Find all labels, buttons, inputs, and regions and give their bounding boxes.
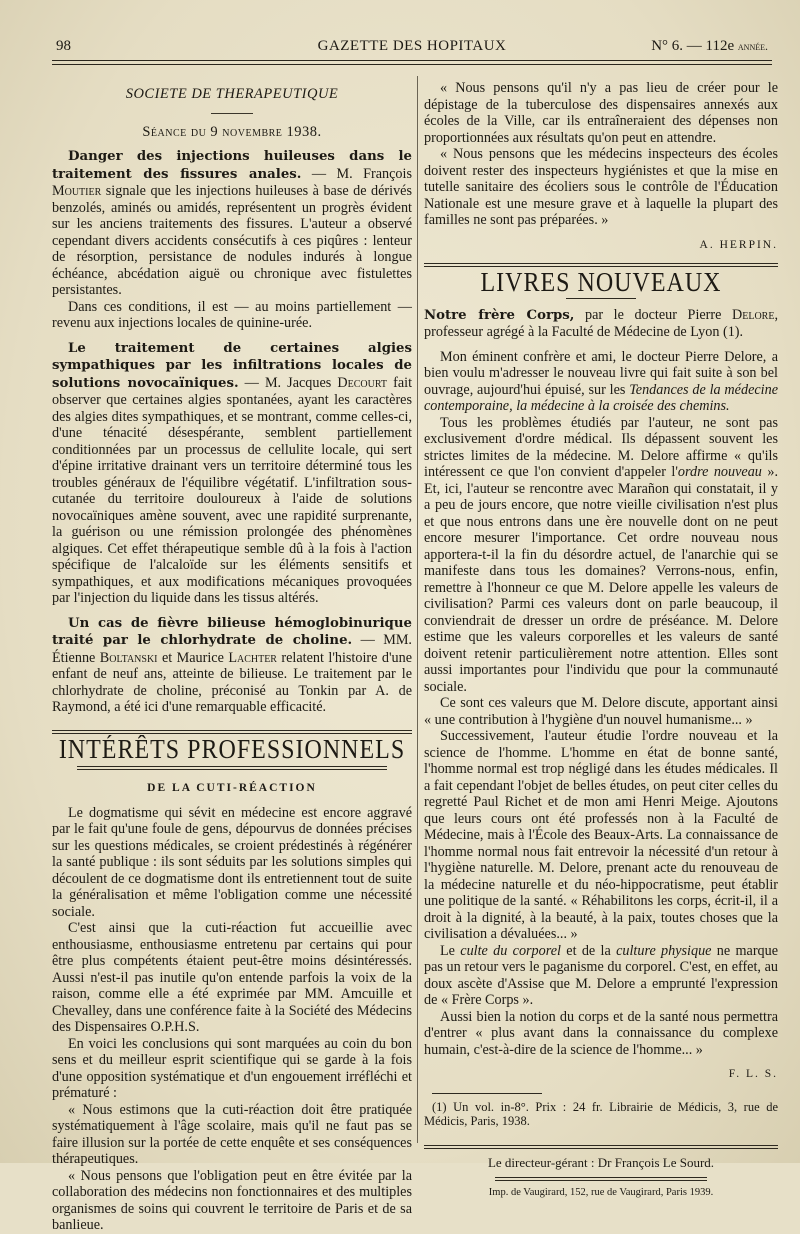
review-paragraph-3: Ce sont ces valeurs que M. Delore discute, apportant ainsi « une contribution à l'hygiène d'un nouvel humanisme... » [424, 695, 778, 728]
article-fissures-text: — M. François [301, 165, 412, 182]
cuti-paragraph-5: « Nous pensons que l'obligation peut en être évitée par la collaboration des médecins non fonctionnaires et des multiples organismes de soins qui couvrent le territoire de Paris et de sa banlieue. [52, 1167, 412, 1233]
page-header [52, 36, 772, 58]
article-fievre [52, 615, 412, 716]
cuti-paragraph-1: Le dogmatisme qui sévit en médecine est encore aggravé par le fait qu'une foule de gens, dépourvus de données précises sur les questions médicales, se croient prédestinés à régénérer la santé publique : ils sont séduits par les solutions simples qui découlent de ce dogmatisme dont ils entretiennent tout de suite la généralisation et même l'obligation comme une nécessité sociale. [52, 804, 412, 920]
article-fievre-text: — MM. Étienne [52, 632, 412, 666]
cuti-paragraph-2: C'est ainsi que la cuti-réaction fut accueillie avec enthousiasme, enthousiasme entretenu par certains qui pour être plus compétents étaient peut-être moins désintéressés. Aussi n'est-il pas inutile qu'on entende parfois la voix de la raison, comme elle a été exprimée par MM. Amcuille et Chevalley, dans une conférence faite à la Société des Médecins des Dispensaires O.P.H.S. [52, 920, 412, 1035]
review-signature: F. L. S. [728, 1068, 778, 1080]
livres-heading: LIVRES NOUVEAUX [480, 268, 722, 298]
header-rule-top [52, 60, 772, 61]
article-algies [52, 340, 412, 607]
issue-number: N° 6. [651, 38, 684, 54]
author-delore: Delore [731, 306, 775, 323]
book-title: Notre frère Corps, [424, 307, 575, 323]
seance-heading: Séance du 9 novembre 1938. [142, 123, 322, 140]
issue-year-suffix: année. [737, 39, 768, 53]
review-p5-text-3: ne marque pas un retour vers le paganisme du corporel. C'est, en effet, au doux ascète d'Assise que M. Delore a emprunté l'expression de « Frère Corps ». [424, 942, 779, 1008]
review-p5-text-2: et de la [560, 942, 617, 959]
cuti-continued-2: « Nous pensons que les médecins inspecteurs des écoles doivent rester des inspecteurs hygiénistes et que la mise en tutelle sanitaire des écoliers sous le contrôle de l'Éducation Nationale est une mesure grave et à laquelle la plupart des familles ne sont pas préparées. » [424, 146, 778, 228]
issue-year: — 112e [686, 38, 735, 54]
imprimeur-line: Imp. de Vaugirard, 152, rue de Vaugirard, Paris 1939. [488, 1187, 714, 1198]
cuti-paragraph-4: « Nous estimons que la cuti-réaction doit être pratiquée systématiquement à l'âge scolaire, mais qu'il ne faut pas se faire illusion sur la portée de cette enquête et ses conséquences thérapeutiques. [52, 1101, 412, 1167]
review-paragraph-1 [424, 349, 778, 415]
cuti-signature: A. HERPIN. [699, 238, 778, 251]
left-column [52, 80, 413, 1233]
review-p5-italic-1: culte du corporel [460, 942, 561, 959]
author-decourt: Decourt [337, 374, 388, 391]
review-paragraph-4: Successivement, l'auteur étudie l'ordre nouveau et la science de l'homme. L'homme en état de bonne santé, l'homme normal est trop négligé dans les études médicales. Il a fait cependant l'objet de belles études, on peut citer celles du regretté Paul Richet et de mon ami Henri Meige. Ajoutons que leurs cours ont été professés non à la Faculté de Médecine, mais à l'École des Beaux-Arts. La connaissance de l'homme normal nous fait entrevoir la nécessité d'un retour à l'hygiène naturelle. M. Delore, prenant acte du renouveau de la médecine naturelle et du néo-hippocratisme, peut établir une politique de la santé. « Réhabilitons les corps, écrit-il, il a droit à la dignité, à la beauté, à la paix, toutes choses que la civilisation a dévaluées... » [424, 728, 778, 942]
review-paragraph-6: Aussi bien la notion du corps et de la santé nous permettra d'entrer « plus avant dans la connaissance du complexe humain, c'est-à-dire de la science de l'homme... » [424, 1008, 778, 1058]
review-p5-text: Le [440, 942, 461, 959]
review-paragraph-2 [424, 415, 778, 696]
page-number: 98 [56, 38, 71, 54]
society-title: SOCIETE DE THERAPEUTIQUE [125, 86, 339, 102]
interets-heading: INTÉRÊTS PROFESSIONNELS [58, 734, 406, 765]
article-fievre-title: Un cas de fièvre bilieuse hémoglobinurique traité par le chlorhydrate de choline. [52, 615, 412, 648]
book-intro-end: , professeur agrégé à la Faculté de Médecine de Lyon (1). [424, 306, 778, 340]
article-algies-body: fait observer que certaines algies spontanées, ayant les caractères des algies dites sympathiques, et se montrant, comme celles-ci, d'une ténacité désespérante, semblent partiellement conditionnées par un processus de cellulite locale, qui sert d'épine irritative drainant vers un territoire déterminé tous les troubles généraux de l'équilibre végétatif. L'infiltration sous-cutanée du territoire douloureux à l'aide de solutions novocaïniques amène souvent, avec une rapidité surprenante, la guérison ou une rémission prolongée des phénomènes algiques. Cet effet thérapeutique semble dû à la fois à l'action spécifique de l'alcaloïde sur les éléments sensitifs et sympathiques, et aux modifications mécaniques provoquées par l'injection du liquide dans les tissus altérés. [52, 374, 413, 606]
review-p2-text-2: ». Et, ici, l'auteur se rencontre avec Marañon qui constatait, il y a peu de jours encore, que notre vieille civilisation n'est plus et que nous entrons dans une ère nouvelle dont on ne peut encore mesurer l'importance. Cet ordre nouveau nous apportera-t-il la fin du désordre actuel, de l'anarchie qui se manifeste dans tous les domaines? Verrons-nous, enfin, remettre à l'honneur ce que M. Delore appelle les valeurs de civilisation? Parmi ces valeurs dont on parle beaucoup, il conviendrait de dresser un ordre de préséance. M. Delore estime que les valeurs corporelles et les valeurs de santé doivent retenir particulièrement notre attention. Elles sont aussi importantes pour l'individu que pour la communauté sociale. [424, 464, 778, 695]
header-rule-bottom [52, 64, 772, 65]
journal-title: GAZETTE DES HOPITAUX [317, 38, 507, 54]
author-boltanski: Boltanski [99, 649, 158, 666]
book-intro-text: par le docteur Pierre [574, 306, 732, 323]
article-fievre-body: relatent l'histoire d'une enfant de neuf ans, atteinte de bilieuse. Le traitement par le chlorhydrate de choline, préconisé au Tonkin par A. de Raymond, a été ici d'une remarquable efficacité. [52, 649, 412, 715]
review-p2-text: Tous les problèmes étudiés par l'auteur, ne sont pas exclusivement d'ordre médical. Ils dépassent souvent les strictes limites de la médecine. M. Delore affirme « qu'ils intéressent ce que l'on convient d'appeler l' [424, 414, 778, 480]
article-fissures-conclusion: Dans ces conditions, il est — au moins partiellement — revenu aux injections locales de quinine-urée. [52, 298, 412, 331]
column-divider [417, 76, 418, 1143]
review-p1-italic: Tendances de la médecine contemporaine, la médecine à la croisée des chemins. [424, 381, 778, 414]
article-fissures-body: signale que les injections huileuses à base de dérivés benzolés, aminés ou amidés, représentent un progrès évident sur les anciens traitements des fissures. L'auteur a observé cependant divers accidents consécutifs à ces piqûres : lenteur de résorption, persistance de nodules indurés à longue échéance, abcédation aiguë ou chronique avec fistulettes persistantes. [52, 183, 412, 298]
article-algies-title: Le traitement de certaines algies sympathiques par les infiltrations locales de solutions novocaïniques. [52, 340, 412, 391]
review-p1-text: Mon éminent confrère et ami, le docteur Pierre Delore, a bien voulu m'adresser le nouveau livre qui fait suite à son bel ouvrage, aujourd'hui épuisé, sur les [424, 348, 778, 398]
article-fievre-text-2: et Maurice [157, 649, 229, 666]
interets-rule [77, 766, 387, 770]
footnote-text: (1) Un vol. in-8°. Prix : 24 fr. Librairie de Médicis, 3, rue de Médicis, Paris, 1938. [424, 1099, 778, 1128]
article-algies-text: — M. Jacques [238, 374, 338, 391]
author-moutier: Moutier [52, 183, 102, 199]
review-paragraph-5 [424, 943, 778, 1009]
issue-info [651, 38, 768, 55]
cuti-paragraph-3: En voici les conclusions qui sont marquées au coin du bon sens et du meilleur esprit scientifique qui se garde à la fois d'une opposition systématique et d'un engouement irréfléchi et prématuré : [52, 1035, 412, 1101]
section-rule [52, 730, 412, 734]
author-lachter: Lachter [228, 649, 277, 666]
livres-rule-top [424, 263, 778, 267]
cuti-heading: DE LA CUTI-RÉACTION [147, 782, 317, 794]
imprint-rule [424, 1145, 778, 1149]
society-title-rule [211, 113, 253, 114]
directeur-gerant: Le directeur-gérant : Dr François Le Sourd. [487, 1154, 715, 1170]
footnote [424, 1100, 778, 1129]
review-p5-italic-2: culture physique [616, 942, 712, 959]
book-intro [424, 307, 778, 341]
review-p2-italic: ordre nouveau [677, 464, 762, 480]
imprint-rule-2 [495, 1177, 707, 1181]
footnote-rule [432, 1093, 542, 1094]
right-column [424, 80, 779, 1198]
cuti-continued-1: « Nous pensons qu'il n'y a pas lieu de créer pour le dépistage de la tuberculose des dispensaires annexés aux écoles de la Ville, car ils entraîneraient des dépenses non proportionnées aux résultats qu'on peut en attendre. [424, 80, 778, 146]
article-fissures-title: Danger des injections huileuses dans le traitement des fissures anales. [52, 149, 412, 182]
article-fissures [52, 148, 412, 299]
